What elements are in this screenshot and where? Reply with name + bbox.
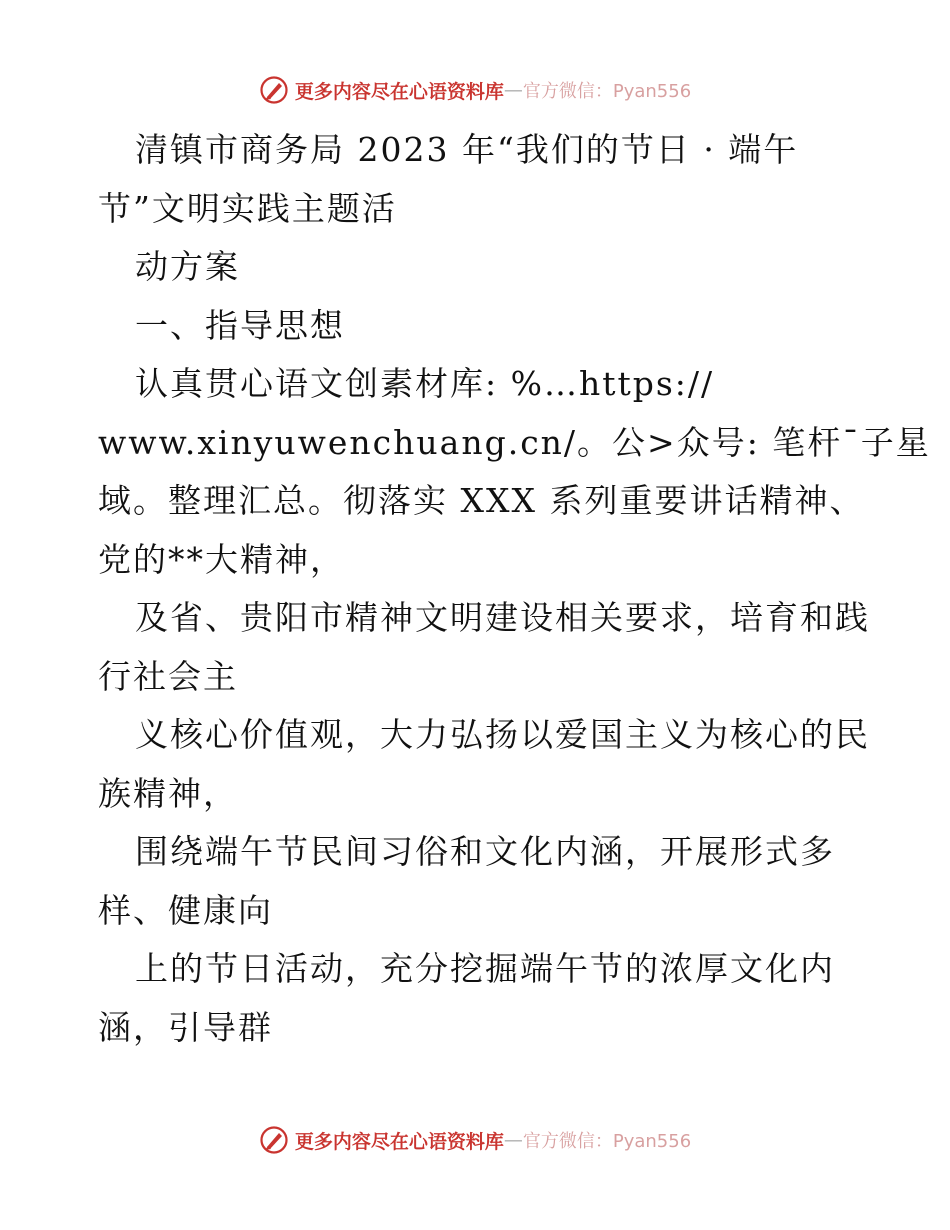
doc-line-paragraph: 党的**大精神，: [98, 539, 345, 579]
banner-wechat-text: 官方微信：Pyan556: [522, 1131, 692, 1152]
doc-line-section-heading: 一、指导思想: [135, 305, 345, 345]
doc-line-paragraph: 样、健康向: [98, 890, 273, 930]
doc-line-paragraph: 上的节日活动，充分挖掘端午节的浓厚文化内: [135, 949, 835, 988]
pen-seal-logo-icon: [259, 1125, 289, 1155]
banner-wechat-text: 官方微信：Pyan556: [522, 81, 692, 102]
doc-line-paragraph: www.xinyuwenchuang.cn/。公>众号: 笔杆¯子星: [98, 422, 931, 462]
footer-watermark-banner: [0, 1120, 950, 1160]
document-body: [98, 121, 931, 1057]
doc-line-paragraph: 认真贯心语文创素材库: %…https://: [135, 364, 715, 403]
banner-separator: —: [503, 79, 523, 101]
banner-site-text: 更多内容尽在心语资料库: [294, 80, 504, 103]
banner-site-text: 更多内容尽在心语资料库: [294, 1130, 504, 1153]
doc-line-paragraph: 围绕端午节民间习俗和文化内涵，开展形式多: [135, 832, 835, 871]
pen-seal-logo-icon: [259, 75, 289, 105]
doc-line-paragraph: 义核心价值观，大力弘扬以爱国主义为核心的民: [135, 715, 870, 754]
doc-line-title-1: 清镇市商务局 2023 年“我们的节日 · 端午: [135, 130, 799, 169]
banner-separator: —: [503, 1129, 523, 1151]
header-watermark-banner: [0, 70, 950, 110]
doc-line-title-2: 节”文明实践主题活: [98, 188, 397, 228]
doc-line-title-3: 动方案: [135, 247, 240, 286]
doc-line-paragraph: 行社会主: [98, 656, 238, 696]
doc-line-paragraph: 族精神，: [98, 773, 238, 813]
doc-line-paragraph: 域。整理汇总。彻落实 XXX 系列重要讲话精神、: [98, 481, 865, 520]
doc-line-paragraph: 涵，引导群: [98, 1007, 273, 1047]
doc-line-paragraph: 及省、贵阳市精神文明建设相关要求，培育和践: [135, 598, 870, 637]
